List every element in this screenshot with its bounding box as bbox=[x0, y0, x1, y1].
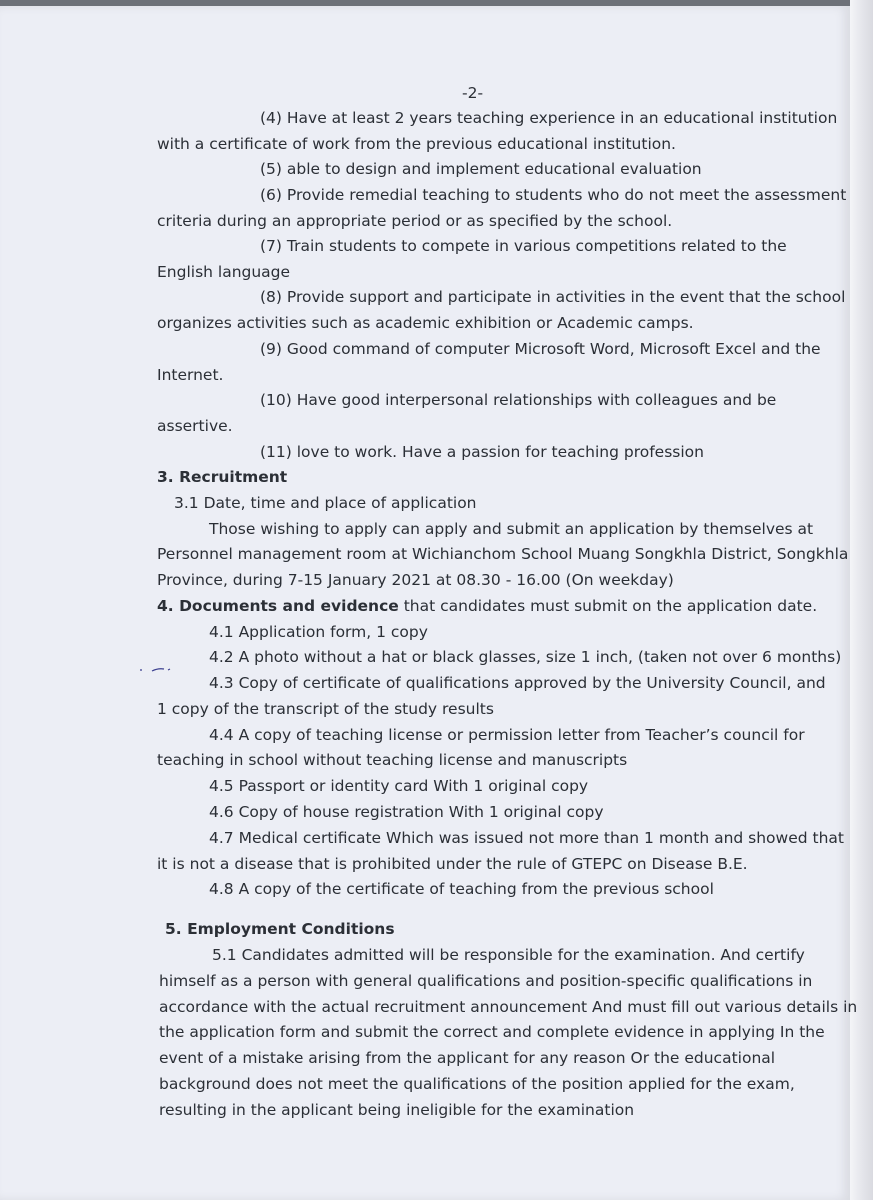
text-line: 5.1 Candidates admitted will be responsible for the examination. And certify bbox=[212, 946, 805, 964]
text-line: criteria during an appropriate period or as specified by the school. bbox=[157, 212, 673, 230]
text-line: Those wishing to apply can apply and submit an application by themselves at bbox=[209, 520, 814, 538]
text-line: himself as a person with general qualifications and position-specific qualifications in bbox=[159, 972, 813, 990]
text-line: (9) Good command of computer Microsoft Word, Microsoft Excel and the bbox=[260, 340, 821, 358]
text-line: background does not meet the qualifications of the position applied for the exam, bbox=[159, 1075, 795, 1093]
list-item: 4.6 Copy of house registration With 1 original copy bbox=[209, 803, 604, 821]
section-heading-documents: 4. Documents and evidence bbox=[157, 597, 399, 615]
list-item: 4.5 Passport or identity card With 1 original copy bbox=[209, 777, 589, 795]
list-item: 4.2 A photo without a hat or black glasses, size 1 inch, (taken not over 6 months) bbox=[209, 648, 842, 666]
text-line: (5) able to design and implement educational evaluation bbox=[260, 160, 702, 178]
text-line: 1 copy of the transcript of the study results bbox=[157, 700, 494, 718]
list-item: 4.7 Medical certificate Which was issued not more than 1 month and showed that bbox=[209, 829, 845, 847]
text-line: English language bbox=[157, 263, 291, 281]
ink-mark-icon bbox=[138, 664, 178, 674]
text-line: (11) love to work. Have a passion for teaching profession bbox=[260, 443, 704, 461]
text-line: Province, during 7-15 January 2021 at 08.30 - 16.00 (On weekday) bbox=[157, 571, 674, 589]
text-line: with a certificate of work from the previous educational institution. bbox=[157, 135, 676, 153]
section-heading-documents-rest: that candidates must submit on the application date. bbox=[398, 597, 818, 615]
text-line: it is not a disease that is prohibited under the rule of GTEPC on Disease B.E. bbox=[157, 855, 748, 873]
text-line: teaching in school without teaching license and manuscripts bbox=[157, 751, 628, 769]
text-line: organizes activities such as academic exhibition or Academic camps. bbox=[157, 314, 694, 332]
text-line: (10) Have good interpersonal relationships with colleagues and be bbox=[260, 391, 777, 409]
section-heading-recruitment: 3. Recruitment bbox=[157, 468, 288, 486]
text-line: the application form and submit the correct and complete evidence in applying In the bbox=[159, 1023, 825, 1041]
page-number: -2- bbox=[462, 84, 484, 102]
list-item: 4.8 A copy of the certificate of teaching from the previous school bbox=[209, 880, 714, 898]
text-line: (8) Provide support and participate in activities in the event that the school bbox=[260, 288, 846, 306]
text-line: resulting in the applicant being ineligible for the examination bbox=[159, 1101, 635, 1119]
text-line: event of a mistake arising from the applicant for any reason Or the educational bbox=[159, 1049, 776, 1067]
text-line: (4) Have at least 2 years teaching experience in an educational institution bbox=[260, 109, 838, 127]
text-line: assertive. bbox=[157, 417, 233, 435]
list-item: 4.4 A copy of teaching license or permission letter from Teacher’s council for bbox=[209, 726, 805, 744]
text-line: Personnel management room at Wichianchom School Muang Songkhla District, Songkhla bbox=[157, 545, 849, 563]
text-line: (7) Train students to compete in various competitions related to the bbox=[260, 237, 787, 255]
section-heading-documents-line bbox=[157, 597, 817, 615]
list-item: 4.1 Application form, 1 copy bbox=[209, 623, 428, 641]
text-line: Internet. bbox=[157, 366, 224, 384]
list-item: 4.3 Copy of certificate of qualifications approved by the University Council, and bbox=[209, 674, 826, 692]
text-line: accordance with the actual recruitment announcement And must fill out various details in bbox=[159, 998, 858, 1016]
text-line: (6) Provide remedial teaching to students who do not meet the assessment bbox=[260, 186, 847, 204]
subsection-heading: 3.1 Date, time and place of application bbox=[174, 494, 477, 512]
page-edge bbox=[850, 0, 873, 1200]
section-heading-employment: 5. Employment Conditions bbox=[165, 920, 395, 938]
